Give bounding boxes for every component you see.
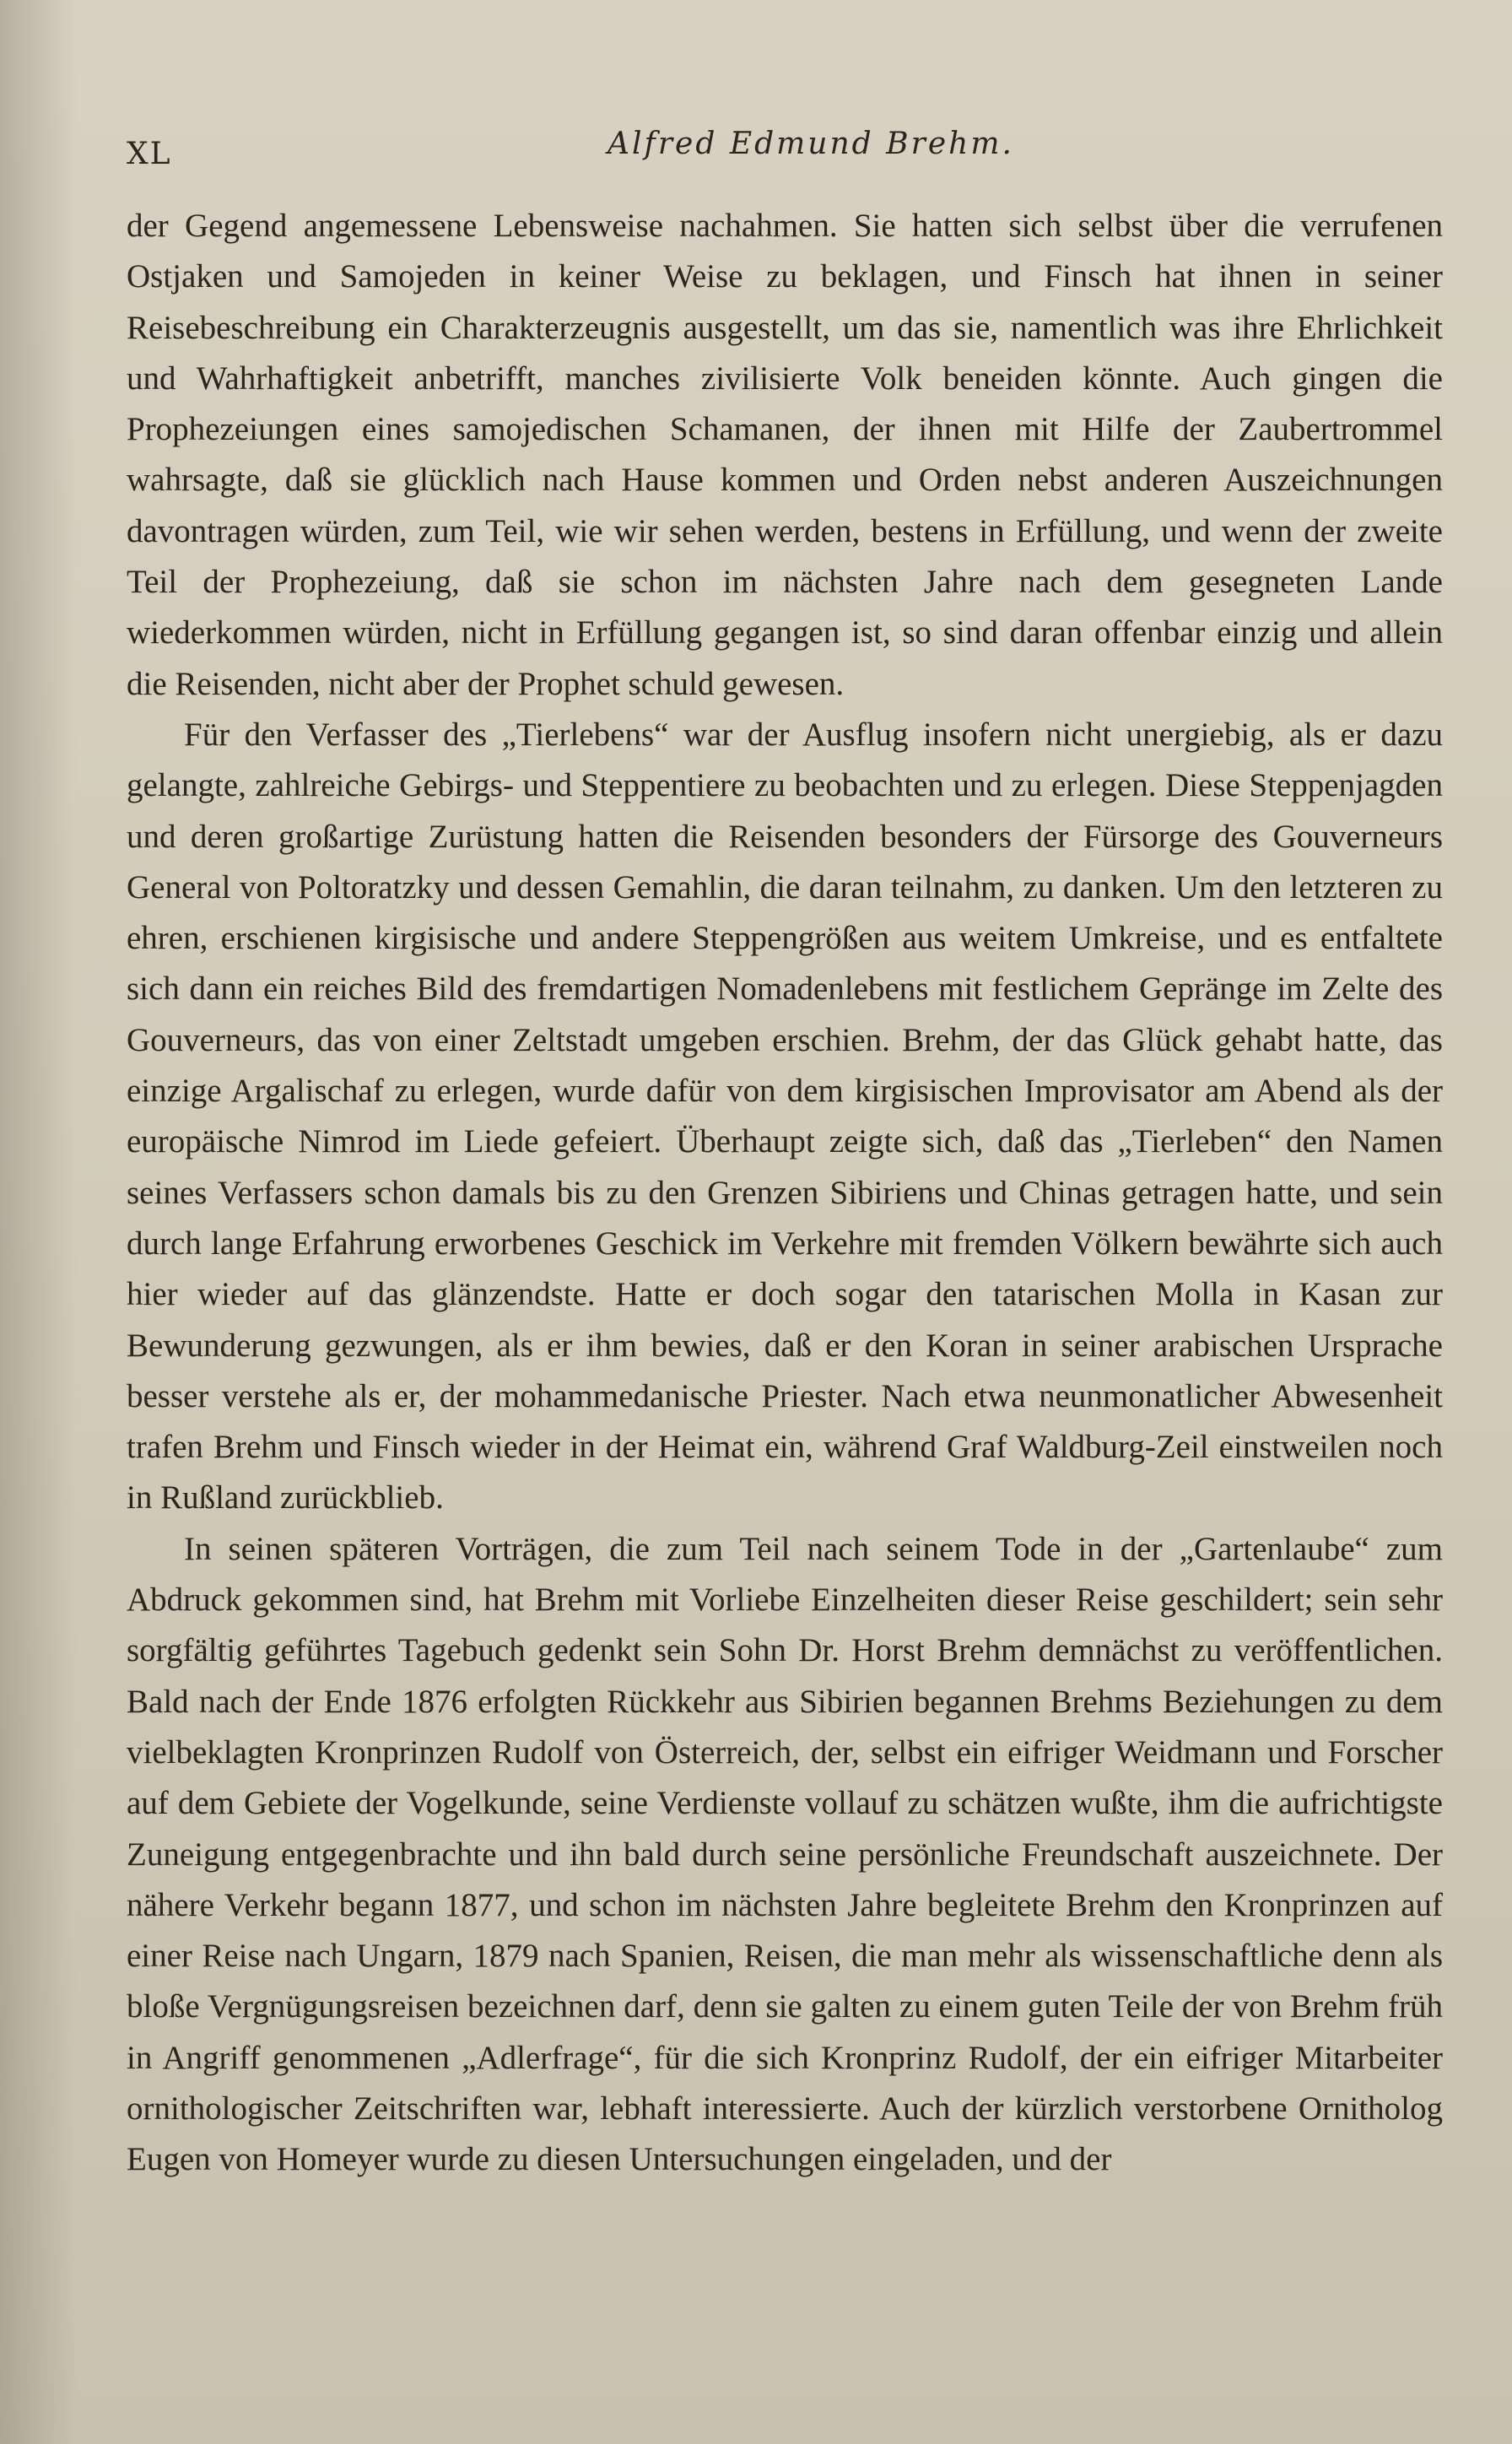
paragraph-1: der Gegend angemessene Lebensweise nachahmen. Sie hatten sich selbst über die verrufenen Ostjaken und Samojeden in keiner Weise zu beklagen, und Finsch hat ihnen in seiner Reisebeschreibung ein Charakterzeugnis ausgestellt, um das sie, namentlich was ihre Ehrlichkeit und Wahrhaftigkeit anbetrifft, manches zivilisierte Volk beneiden könnte. Auch gingen die Prophezeiungen eines samojedischen Schamanen, der ihnen mit Hilfe der Zaubertrommel wahrsagte, daß sie glücklich nach Hause kommen und Orden nebst anderen Auszeichnungen davontragen würden, zum Teil, wie wir sehen werden, bestens in Erfüllung, und wenn der zweite Teil der Prophezeiung, daß sie schon im nächsten Jahre nach dem gesegneten Lande wiederkommen würden, nicht in Erfüllung gegangen ist, so sind daran offenbar einzig und allein die Reisenden, nicht aber der Prophet schuld gewesen. [127, 208, 1443, 702]
running-head: Alfred Edmund Brehm. [608, 127, 1014, 161]
paragraph-2: Für den Verfasser des „Tierlebens“ war der Ausflug insofern nicht unergiebig, als er dazu gelangte, zahlreiche Gebirgs- und Steppentiere zu beobachten und zu erlegen. Diese Steppenjagden und deren großartige Zurüstung hatten die Reisenden besonders der Fürsorge des Gouverneurs General von Poltoratzky und dessen Gemahlin, die daran teilnahm, zu danken. Um den letzteren zu ehren, erschienen kirgisische und andere Steppengrößen aus weitem Umkreise, und es entfaltete sich dann ein reiches Bild des fremdartigen Nomadenlebens mit festlichem Gepränge im Zelte des Gouverneurs, das von einer Zeltstadt umgeben erschien. Brehm, der das Glück gehabt hatte, das einzige Argalischaf zu erlegen, wurde dafür von dem kirgisischen Improvisator am Abend als der europäische Nimrod im Liede gefeiert. Überhaupt zeigte sich, daß das „Tierleben“ den Namen seines Verfassers schon damals bis zu den Grenzen Sibiriens und Chinas getragen hatte, und sein durch lange Erfahrung erworbenes Geschick im Verkehre mit fremden Völkern bewährte sich auch hier wieder auf das glänzendste. Hatte er doch sogar den tatarischen Molla in Kasan zur Bewunderung gezwungen, als er ihm bewies, daß er den Koran in seiner arabischen Ursprache besser verstehe als er, der mohammedanische Priester. Nach etwa neunmonatlicher Abwesenheit trafen Brehm und Finsch wieder in der Heimat ein, während Graf Waldburg-Zeil einstweilen noch in Rußland zurückblieb. [127, 716, 1443, 1517]
page-number: XL [127, 137, 172, 171]
page-header [127, 127, 1444, 177]
paragraph-3: In seinen späteren Vorträgen, die zum Teil nach seinem Tode in der „Gartenlaube“ zum Abdruck gekommen sind, hat Brehm mit Vorliebe Einzelheiten dieser Reise geschildert; sein sehr sorgfältig geführtes Tagebuch gedenkt sein Sohn Dr. Horst Brehm demnächst zu veröffentlichen. Bald nach der Ende 1876 erfolgten Rückkehr aus Sibirien begannen Brehms Beziehungen zu dem vielbeklagten Kronprinzen Rudolf von Österreich, der, selbst ein eifriger Weidmann und Forscher auf dem Gebiete der Vogelkunde, seine Verdienste vollauf zu schätzen wußte, ihm die aufrichtigste Zuneigung entgegenbrachte und ihn bald durch seine persönliche Freundschaft auszeichnete. Der nähere Verkehr begann 1877, und schon im nächsten Jahre begleitete Brehm den Kronprinzen auf einer Reise nach Ungarn, 1879 nach Spanien, Reisen, die man mehr als wissenschaftliche denn als bloße Vergnügungsreisen bezeichnen darf, denn sie galten zu einem guten Teile der von Brehm früh in Angriff genommenen „Adlerfrage“, für die sich Kronprinz Rudolf, der ein eifriger Mitarbeiter ornithologischer Zeitschriften war, lebhaft interessierte. Auch der kürzlich verstorbene Ornitholog Eugen von Homeyer wurde zu diesen Untersuchungen eingeladen, und der [127, 1530, 1443, 2178]
body-text [127, 201, 1443, 2186]
page-gutter-shadow [0, 0, 76, 2444]
